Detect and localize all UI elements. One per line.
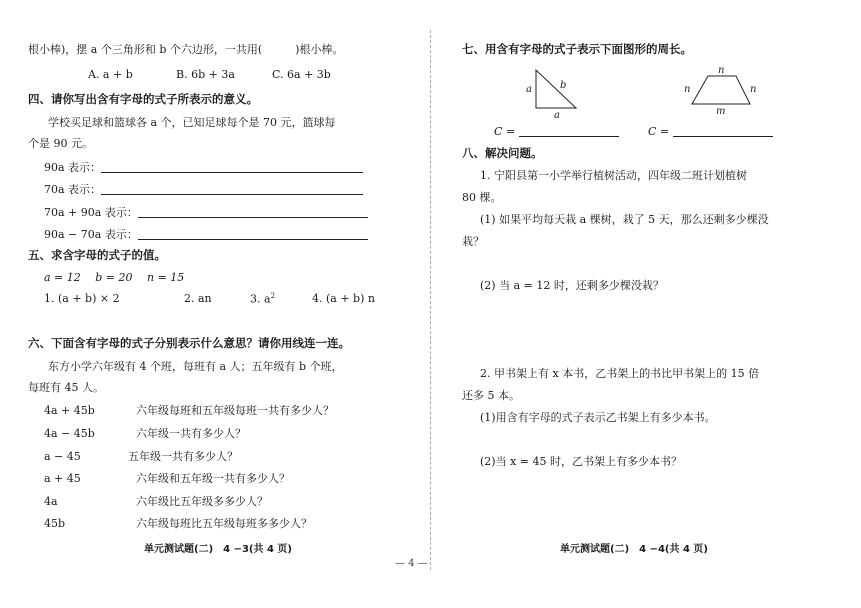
column-divider: [430, 30, 431, 570]
q6-expr[interactable]: 4a: [44, 495, 58, 508]
q8-p2-line2: 还多 5 本。: [462, 389, 520, 402]
option-c: C. 6a + 3b: [272, 68, 331, 81]
q5-expr-2: 2. an: [184, 292, 212, 305]
q6-heading: 六、下面含有字母的式子分别表示什么意思？请你用线连一连。: [28, 336, 350, 350]
q6-meaning[interactable]: 六年级比五年级多多少人？: [136, 495, 268, 508]
q3-tail-line: 根小棒)，摆 a 个三角形和 b 个六边形，一共用( )根小棒。: [28, 43, 344, 56]
right-triangle-figure: [524, 64, 596, 118]
q4-row-label: 90a 表示：: [44, 161, 102, 174]
trap-right-label: n: [750, 84, 757, 95]
tri-side-b-label: b: [560, 80, 567, 91]
q4-intro-1: 学校买足球和篮球各 a 个，已知足球每个是 70 元，篮球每: [48, 116, 336, 129]
q5-expr-3-base: 3. a: [250, 292, 271, 306]
c-answer-2: [648, 124, 773, 137]
answer-line[interactable]: [519, 124, 619, 137]
q8-p2-line1: 2. 甲书架上有 x 本书，乙书架上的书比甲书架上的 15 倍: [480, 367, 760, 380]
option-a: A. a + b: [88, 68, 133, 81]
trap-bottom-label: m: [716, 106, 726, 117]
q8-p1-line1: 1. 宁阳县第一小学举行植树活动，四年级二班计划植树: [480, 169, 747, 182]
q5-expr-1: 1. (a + b) × 2: [44, 292, 120, 305]
q8-p1-q1-line1: (1) 如果平均每天栽 a 棵树，栽了 5 天，那么还剩多少棵没: [480, 213, 769, 226]
left-footer: 单元测试题(二) 4 −3(共 4 页): [144, 544, 292, 555]
q6-expr[interactable]: 45b: [44, 517, 66, 530]
c-label: C =: [648, 125, 670, 138]
q4-row-label: 70a 表示：: [44, 183, 102, 196]
q8-p1-line2: 80 棵。: [462, 191, 502, 204]
q6-meaning[interactable]: 六年级和五年级一共有多少人？: [136, 472, 290, 485]
q8-p2-q2: (2)当 x = 45 时，乙书架上有多少本书？: [480, 455, 682, 468]
q4-row-label: 90a − 70a 表示：: [44, 228, 138, 241]
answer-line[interactable]: [138, 205, 368, 218]
q8-p1-q1-line2: 栽？: [462, 235, 484, 248]
q4-row-label: 70a + 90a 表示：: [44, 206, 138, 219]
tri-side-a-label: a: [526, 84, 532, 95]
q5-expr-4: 4. (a + b) n: [312, 292, 375, 305]
right-footer: 单元测试题(二) 4 −4(共 4 页): [560, 544, 708, 555]
q4-row-1: [44, 160, 363, 173]
answer-line[interactable]: [101, 182, 363, 195]
answer-line[interactable]: [101, 160, 363, 173]
c-label: C =: [494, 125, 516, 138]
q4-row-3: [44, 205, 368, 218]
q4-row-2: [44, 182, 363, 195]
q6-meaning[interactable]: 六年级每班和五年级每班一共有多少人？: [136, 404, 334, 417]
trapezoid-figure: [680, 64, 770, 118]
trap-top-label: n: [718, 65, 725, 76]
q6-intro-2: 每班有 45 人。: [28, 381, 104, 394]
q6-expr[interactable]: a − 45: [44, 450, 81, 463]
page-number: — 4 —: [395, 558, 428, 569]
q8-heading: 八、解决问题。: [462, 146, 543, 160]
q6-meaning[interactable]: 五年级一共有多少人？: [128, 450, 238, 463]
q5-given: a = 12 b = 20 n = 15: [44, 271, 185, 284]
answer-line[interactable]: [673, 124, 773, 137]
q6-expr[interactable]: 4a + 45b: [44, 404, 95, 417]
trap-left-label: n: [684, 84, 691, 95]
tri-base-a-label: a: [554, 110, 560, 118]
option-b: B. 6b + 3a: [176, 68, 235, 81]
q6-meaning[interactable]: 六年级每班比五年级每班多多少人？: [136, 517, 312, 530]
q5-expr-3-exponent: 2: [270, 292, 276, 300]
q8-p1-q2: (2) 当 a = 12 时，还剩多少棵没栽？: [480, 279, 664, 292]
q6-expr[interactable]: 4a − 45b: [44, 427, 95, 440]
q5-expr-3: [250, 293, 275, 305]
q6-intro-1: 东方小学六年级有 4 个班，每班有 a 人；五年级有 b 个班，: [48, 360, 343, 373]
q4-row-4: [44, 227, 368, 240]
q4-heading: 四、请你写出含有字母的式子所表示的意义。: [28, 92, 258, 106]
q4-intro-2: 个是 90 元。: [28, 137, 93, 150]
c-answer-1: [494, 124, 619, 137]
q8-p2-q1: (1)用含有字母的式子表示乙书架上有多少本书。: [480, 411, 716, 424]
q5-heading: 五、求含字母的式子的值。: [28, 248, 166, 262]
q7-heading: 七、用含有字母的式子表示下面图形的周长。: [462, 42, 692, 56]
q6-meaning[interactable]: 六年级一共有多少人？: [136, 427, 246, 440]
answer-line[interactable]: [138, 227, 368, 240]
q6-expr[interactable]: a + 45: [44, 472, 81, 485]
